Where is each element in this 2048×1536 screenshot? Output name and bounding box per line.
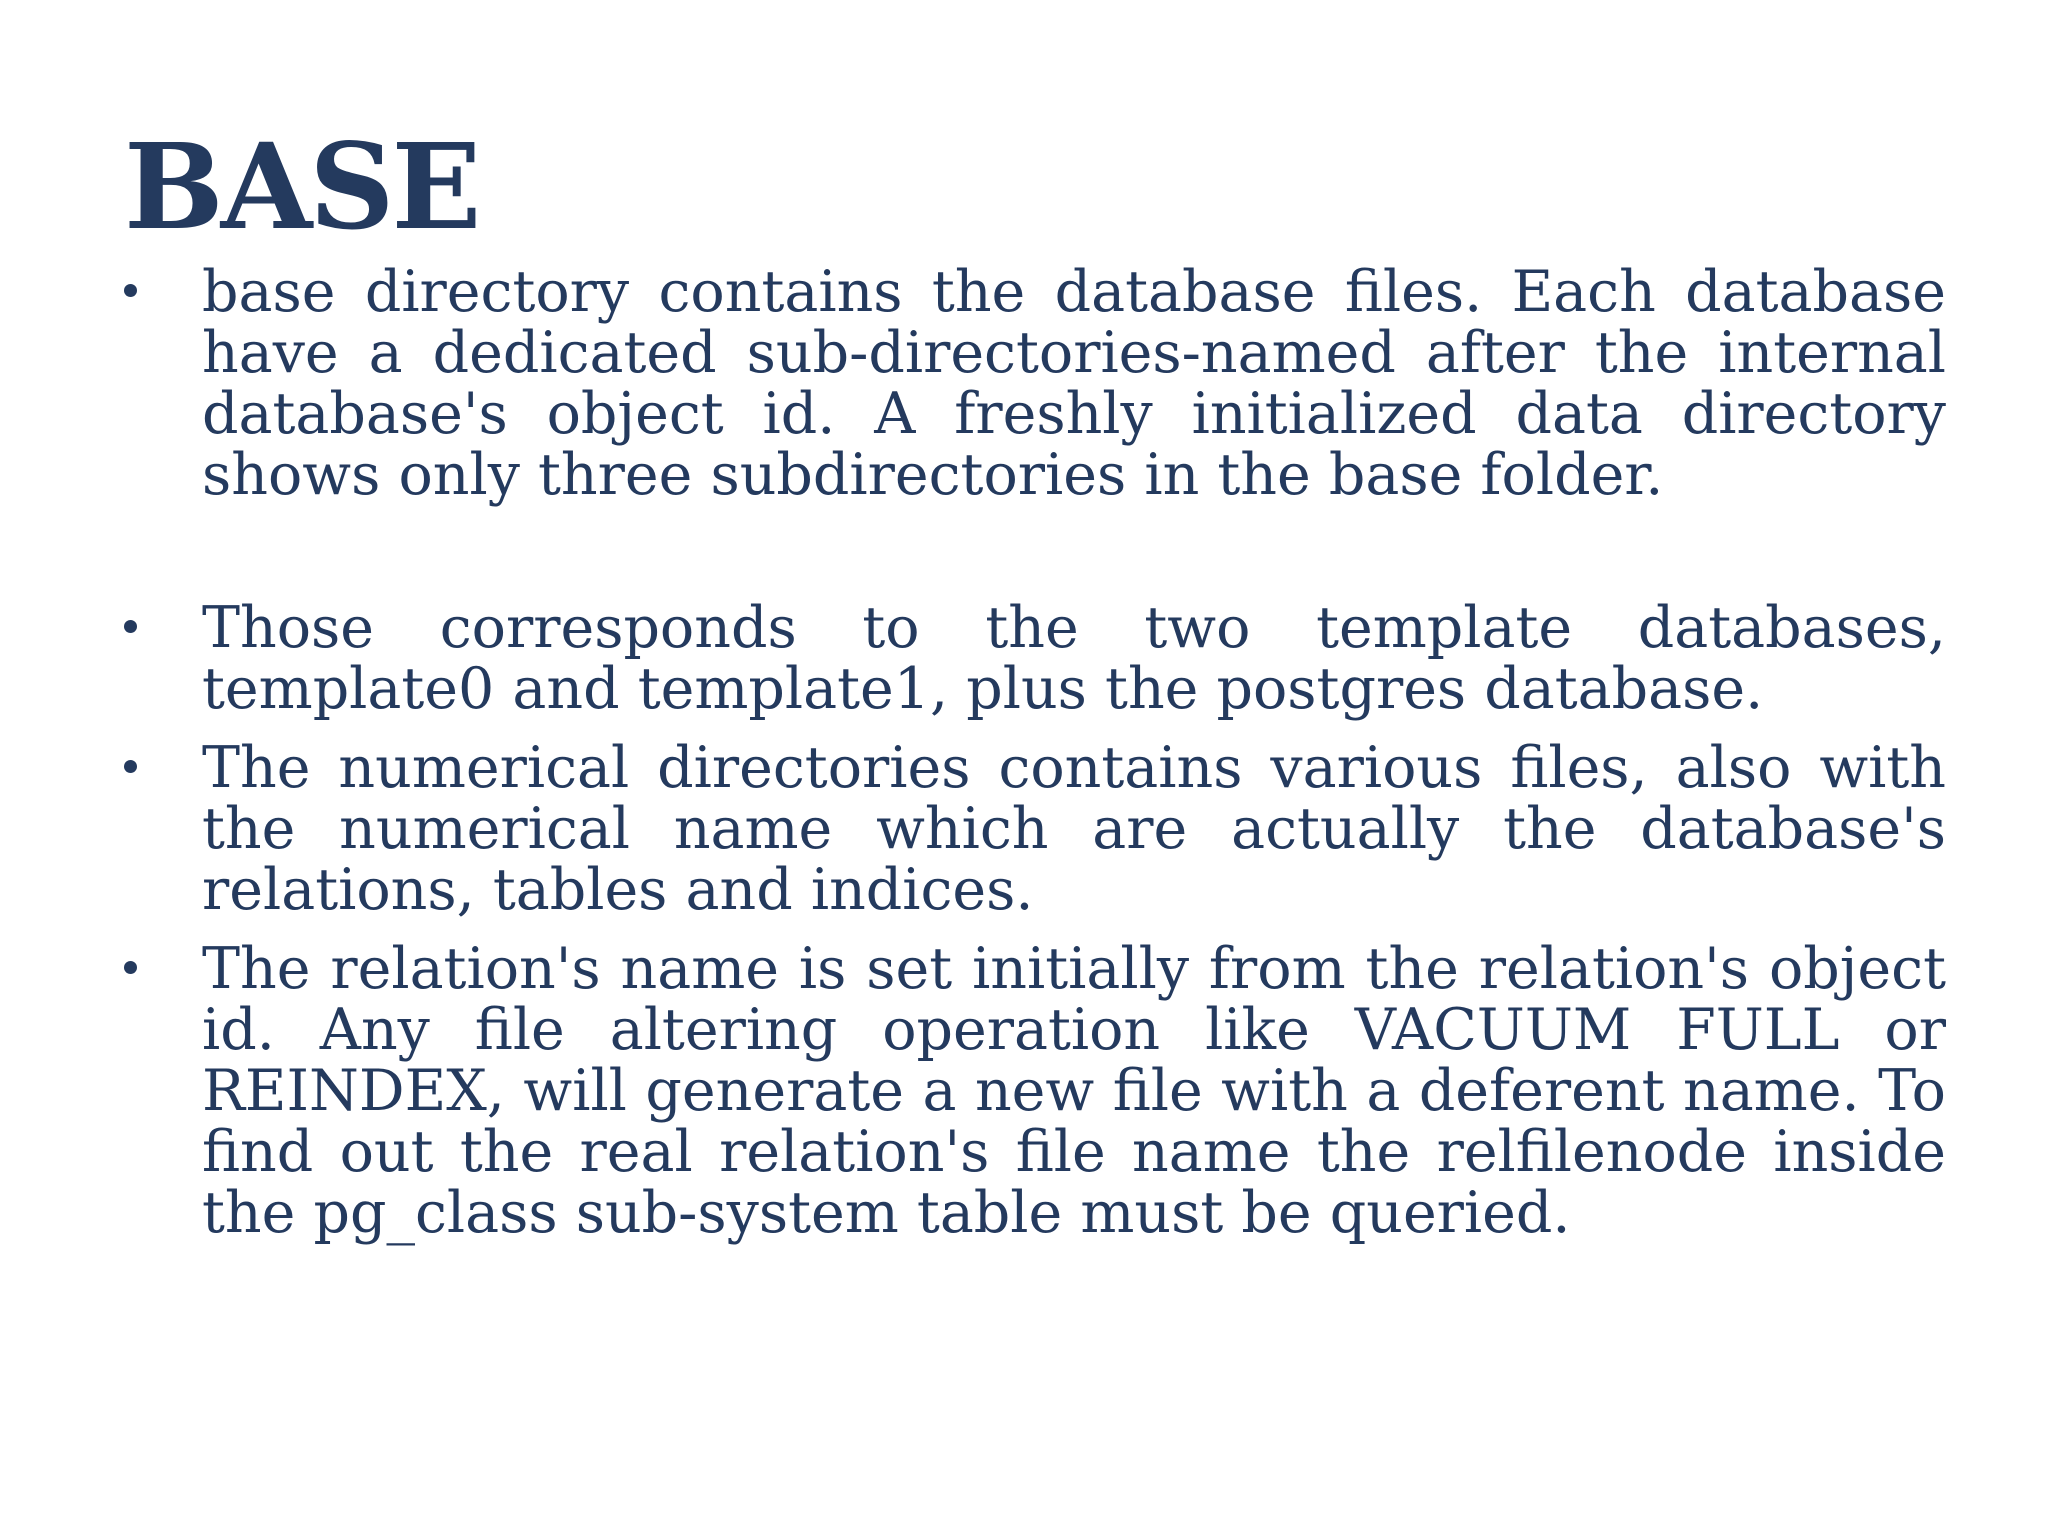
bullet-item-2 xyxy=(124,595,1946,722)
bullet-text: Those corresponds to the two template databases, template0 and template1, plus the postgres database. xyxy=(202,595,1946,722)
bullet-item-3 xyxy=(124,735,1946,923)
bullet-icon xyxy=(124,961,137,974)
bullet-icon xyxy=(124,284,137,297)
bullet-item-1 xyxy=(124,259,1946,508)
bullet-list xyxy=(124,259,1946,1246)
bullet-text: The numerical directories contains various files, also with the numerical name which are actually the database's relations, tables and indices. xyxy=(202,735,1946,923)
bullet-item-4 xyxy=(124,936,1946,1246)
bullet-icon xyxy=(124,760,137,773)
bullet-icon xyxy=(124,620,137,633)
slide-title: BASE xyxy=(124,117,479,256)
bullet-text: The relation's name is set initially from the relation's object id. Any file altering operation like VACUUM FULL or REINDEX, will generate a new file with a deferent name. To find out the real relation's file name the relfilenode inside the pg_class sub-system table must be queried. xyxy=(202,936,1946,1246)
bullet-text: base directory contains the database files. Each database have a dedicated sub-directories-named after the internal database's object id. A freshly initialized data directory shows only three subdirectories in the base folder. xyxy=(202,259,1946,508)
